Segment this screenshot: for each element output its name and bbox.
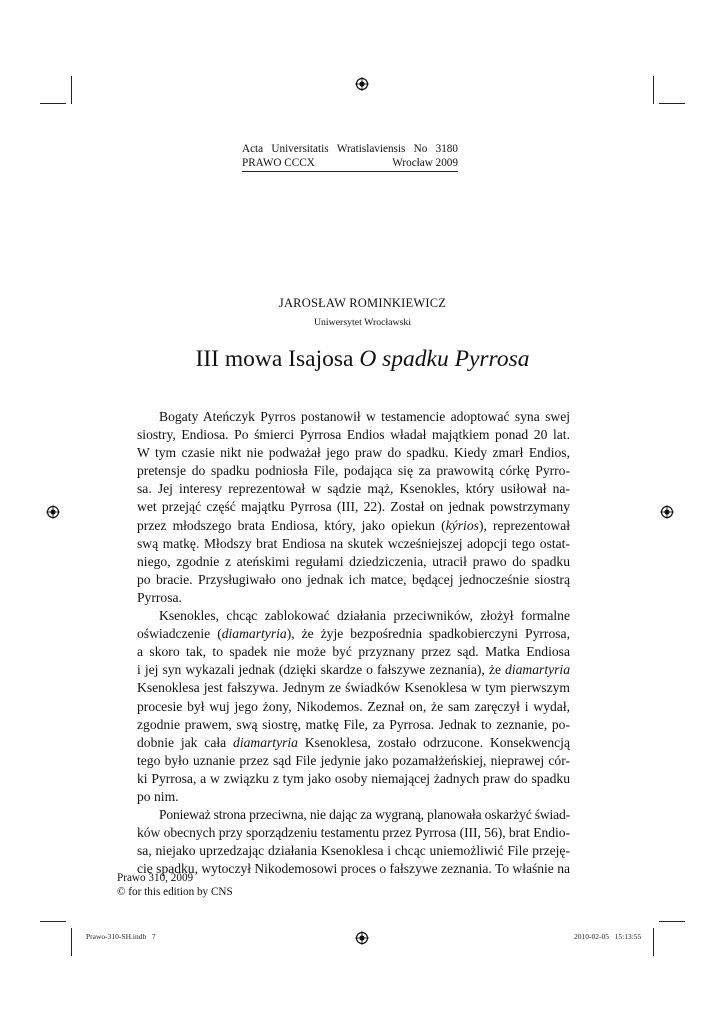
- line-text: procesie był wuj jego żony, Nikodemos. Zeznał on, że sam zaręczył i wydał,: [137, 698, 570, 714]
- crop-mark: [659, 921, 685, 922]
- line-segment: Ksenoklesa, zostało odrzucone. Konsekwencją: [297, 734, 570, 750]
- journal-header-line2: [242, 156, 458, 170]
- header-word: Wratislaviensis: [336, 143, 406, 155]
- body-line: [137, 679, 570, 697]
- header-word: 3180: [435, 143, 458, 155]
- body-line: [137, 788, 570, 806]
- body-line: [137, 408, 570, 426]
- italic-term: diamartyria: [233, 734, 298, 750]
- body-line: [137, 462, 570, 480]
- title-italic: O spadku Pyrrosa: [359, 346, 530, 372]
- title-plain: III mowa Isajosa: [195, 346, 360, 372]
- line-text: zgodnie prawem, swą siostrę, matkę File, za Pyrrosa. Jednak to zeznanie, po-: [137, 716, 570, 732]
- italic-term: diamartyria: [505, 662, 570, 678]
- body-line: [137, 480, 570, 498]
- journal-header: [242, 142, 458, 172]
- line-text: Ksenoklesa jest fałszywa. Jednym ze świadków Ksenoklesa w tym pierwszym: [137, 680, 570, 696]
- body-line: [137, 770, 570, 788]
- registration-mark-icon: [46, 505, 60, 519]
- crop-mark: [71, 928, 72, 956]
- line-text: sa. Jej interesy reprezentował w sądzie mąż, Ksenokles, który usiłował na-: [137, 481, 570, 497]
- line-text: W tym czasie nikt nie podważał jego praw do spadku. Kiedy zmarł Endios,: [137, 445, 570, 461]
- crop-mark: [71, 76, 72, 104]
- line-text: tego było uznanie przez sąd File jedynie jako pozamałżeńskiej, nieprawej cór-: [137, 752, 570, 768]
- line-text: [137, 517, 570, 535]
- body-line: [137, 607, 570, 625]
- line-text: [137, 661, 570, 679]
- header-word: Acta: [242, 143, 264, 155]
- journal-volume: PRAWO CCCX: [242, 157, 315, 169]
- line-text: [137, 734, 570, 752]
- crop-mark: [653, 928, 654, 956]
- header-rule: [242, 171, 458, 172]
- page-footer: [117, 871, 233, 899]
- article-title: [0, 346, 725, 373]
- crop-mark: [40, 103, 66, 104]
- body-line: [137, 444, 570, 462]
- header-word: Universitatis: [271, 143, 329, 155]
- line-text: swą matkę. Młodszy brat Endiosa na skutek wcześniejszej adopcji tego ostat-: [137, 535, 570, 551]
- footer-copyright: © for this edition by CNS: [117, 886, 233, 898]
- article-body: [137, 408, 570, 878]
- line-text: siostry, Endiosa. Po śmierci Pyrrosa Endios władał majątkiem ponad 20 lat.: [137, 427, 570, 443]
- author-affiliation: Uniwersytet Wrocławski: [313, 317, 412, 328]
- body-line: [137, 535, 570, 553]
- line-text: Bogaty Ateńczyk Pyrros postanowił w testamencie adoptować syna swej: [159, 409, 570, 424]
- line-segment: ), reprezentował: [478, 517, 570, 533]
- line-segment: dobnie jak cała: [137, 734, 234, 750]
- line-text: cie spadku, wytoczył Nikodemosowi proces o fałszywe zeznania. To właśnie na: [137, 861, 570, 877]
- line-text: niego, zgodnie z ateńskimi regułami dziedziczenia, utracił prawo do spadku: [137, 553, 570, 569]
- body-line: [137, 589, 570, 607]
- body-line: [137, 716, 570, 734]
- journal-header-line1: [242, 142, 458, 156]
- line-text: Ponieważ strona przeciwna, nie dając za wygraną, planowała oskarżyć świad-: [159, 807, 570, 823]
- line-segment: oświadczenie (: [137, 626, 222, 642]
- footer-journal: Prawo 310, 2009: [117, 872, 194, 884]
- italic-term: kýrios: [445, 517, 479, 533]
- body-line: [137, 698, 570, 716]
- print-slug-right: 2010-02-05 15:13:55: [574, 932, 642, 941]
- body-line: [137, 842, 570, 860]
- line-text: [137, 625, 570, 643]
- line-text: ki Pyrrosa, a w związku z tym jako osoby niemającej żadnych praw do spadku: [137, 770, 570, 786]
- body-line: [137, 625, 570, 643]
- line-text: po bracie. Przysługiwało ono jednak ich matce, będącej jednocześnie siostrą: [137, 571, 570, 587]
- line-text: pretensje do spadku podniosła File, podająca się za prawowitą córkę Pyrro-: [137, 463, 570, 479]
- italic-term: diamartyria: [221, 626, 287, 642]
- line-text: Pyrrosa.: [137, 589, 182, 605]
- body-line: [137, 571, 570, 589]
- body-line: [137, 498, 570, 516]
- crop-mark: [659, 103, 685, 104]
- body-line: [137, 752, 570, 770]
- line-text: sa, niejako uprzedzając działania Ksenoklesa i chcąc uniemożliwić File przeję-: [137, 843, 570, 859]
- body-line: [137, 643, 570, 661]
- registration-mark-icon: [355, 931, 369, 945]
- journal-place-year: Wrocław 2009: [392, 157, 458, 169]
- body-line: [137, 426, 570, 444]
- line-segment: ), że żyje bezpośrednia spadkobierczyni Pyrrosa,: [286, 626, 570, 642]
- body-line: [137, 806, 570, 824]
- line-text: ków obecnych przy sporządzeniu testamentu przez Pyrrosa (III, 56), brat Endio-: [137, 825, 570, 841]
- line-text: po nim.: [137, 788, 179, 804]
- line-segment: przez młodszego brata Endiosa, który, jako opiekun (: [137, 517, 446, 533]
- line-segment: i jej syn wykazali jednak (dzięki skardze o fałszywe zeznania), że: [137, 662, 506, 678]
- body-line: [137, 661, 570, 679]
- body-line: [137, 553, 570, 571]
- registration-mark-icon: [355, 77, 369, 91]
- header-word: No: [413, 143, 428, 155]
- author-name: JAROSŁAW ROMINKIEWICZ: [278, 296, 447, 310]
- line-text: Ksenokles, chcąc zablokować działania przeciwników, złożył formalne: [159, 608, 570, 624]
- crop-mark: [653, 76, 654, 104]
- body-line: [137, 734, 570, 752]
- crop-mark: [40, 921, 66, 922]
- body-line: [137, 824, 570, 842]
- line-text: a skoro tak, to spadek nie może być przyznany przez sąd. Matka Endiosa: [137, 644, 570, 660]
- print-slug-left: Prawo-310-SH.indb 7: [86, 932, 156, 941]
- registration-mark-icon: [660, 505, 674, 519]
- line-text: wet przejąć część majątku Pyrrosa (III, 22). Został on jednak powstrzymany: [137, 499, 570, 515]
- body-line: [137, 517, 570, 535]
